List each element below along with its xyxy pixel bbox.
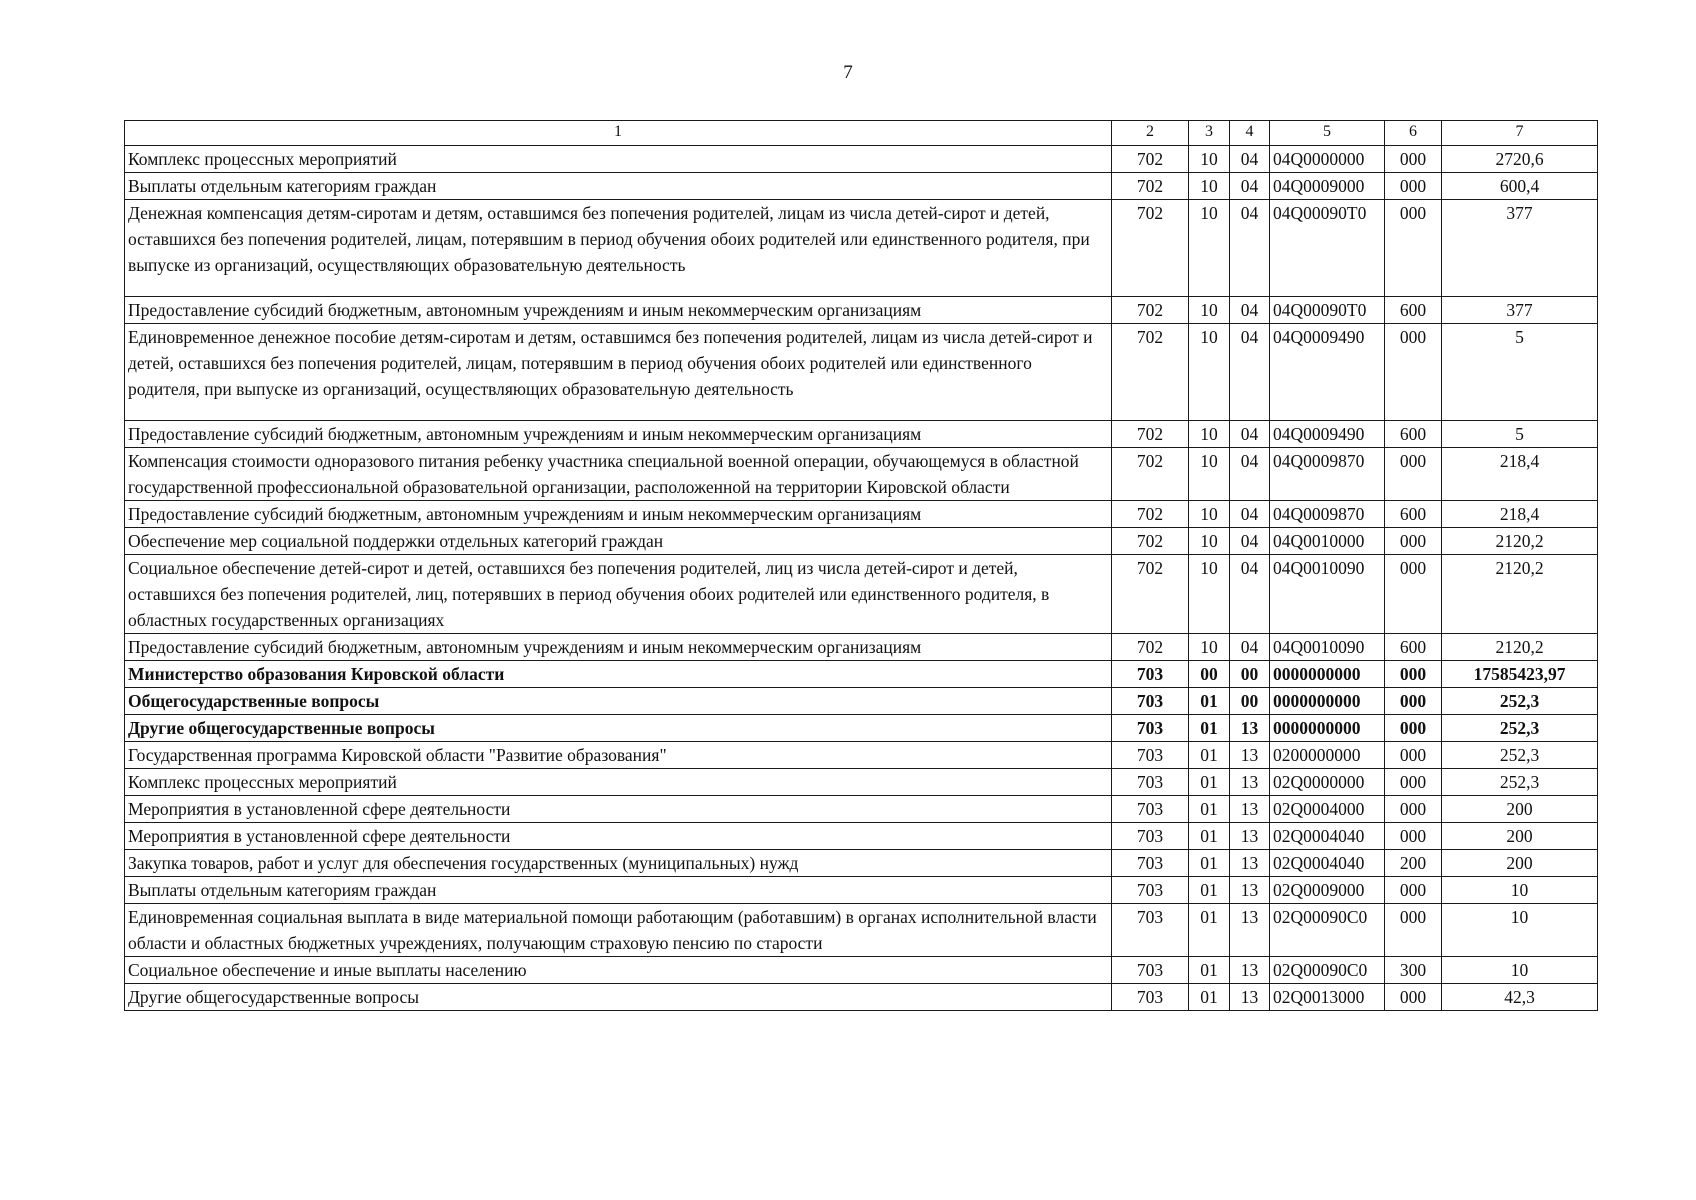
cell-expense-type: 000 (1385, 661, 1442, 688)
cell-subsection: 04 (1230, 324, 1270, 421)
cell-section: 01 (1189, 850, 1230, 877)
cell-subsection: 13 (1230, 796, 1270, 823)
cell-target-article: 04Q0009870 (1270, 501, 1385, 528)
cell-target-article: 04Q0009000 (1270, 173, 1385, 200)
cell-ministry-code: 702 (1112, 448, 1189, 501)
cell-ministry-code: 702 (1112, 501, 1189, 528)
header-col-4: 4 (1230, 121, 1270, 146)
table-row (125, 555, 1598, 634)
cell-ministry-code: 703 (1112, 742, 1189, 769)
cell-expense-type: 600 (1385, 634, 1442, 661)
cell-amount: 17585423,97 (1442, 661, 1598, 688)
cell-name: Другие общегосударственные вопросы (125, 715, 1112, 742)
cell-name: Предоставление субсидий бюджетным, автономным учреждениям и иным некоммерческим организациям (125, 297, 1112, 324)
cell-target-article: 04Q0010090 (1270, 555, 1385, 634)
header-row (125, 121, 1598, 146)
table-row (125, 661, 1598, 688)
cell-ministry-code: 703 (1112, 877, 1189, 904)
cell-target-article: 04Q0010090 (1270, 634, 1385, 661)
cell-subsection: 04 (1230, 421, 1270, 448)
cell-subsection: 04 (1230, 146, 1270, 173)
cell-section: 10 (1189, 173, 1230, 200)
table-row (125, 501, 1598, 528)
cell-section: 01 (1189, 984, 1230, 1011)
table-row (125, 742, 1598, 769)
cell-name: Обеспечение мер социальной поддержки отдельных категорий граждан (125, 528, 1112, 555)
cell-subsection: 04 (1230, 501, 1270, 528)
cell-amount: 2120,2 (1442, 555, 1598, 634)
cell-section: 10 (1189, 448, 1230, 501)
table-row (125, 715, 1598, 742)
cell-amount: 10 (1442, 957, 1598, 984)
cell-section: 10 (1189, 528, 1230, 555)
cell-section: 01 (1189, 715, 1230, 742)
cell-name: Выплаты отдельным категориям граждан (125, 877, 1112, 904)
cell-amount: 42,3 (1442, 984, 1598, 1011)
cell-target-article: 04Q00090T0 (1270, 297, 1385, 324)
cell-ministry-code: 702 (1112, 324, 1189, 421)
table-row (125, 324, 1598, 421)
header-col-6: 6 (1385, 121, 1442, 146)
cell-ministry-code: 703 (1112, 715, 1189, 742)
cell-amount: 252,3 (1442, 769, 1598, 796)
table-row (125, 173, 1598, 200)
cell-target-article: 04Q0010000 (1270, 528, 1385, 555)
cell-target-article: 0000000000 (1270, 688, 1385, 715)
cell-name: Министерство образования Кировской области (125, 661, 1112, 688)
cell-target-article: 04Q00090T0 (1270, 200, 1385, 297)
cell-ministry-code: 702 (1112, 200, 1189, 297)
cell-name: Социальное обеспечение детей-сирот и детей, оставшихся без попечения родителей, лиц из числа детей-сирот и детей, оставшихся без попечения родителей, лиц, потерявших в период обучения обоих родителей или единственного родителя, в областных государственных организациях (125, 555, 1112, 634)
cell-section: 10 (1189, 297, 1230, 324)
cell-target-article: 04Q0000000 (1270, 146, 1385, 173)
cell-subsection: 13 (1230, 742, 1270, 769)
cell-amount: 218,4 (1442, 448, 1598, 501)
cell-expense-type: 000 (1385, 877, 1442, 904)
cell-name: Комплекс процессных мероприятий (125, 146, 1112, 173)
cell-ministry-code: 702 (1112, 555, 1189, 634)
cell-section: 01 (1189, 904, 1230, 957)
cell-expense-type: 000 (1385, 448, 1442, 501)
cell-subsection: 13 (1230, 984, 1270, 1011)
table-row (125, 297, 1598, 324)
cell-subsection: 13 (1230, 957, 1270, 984)
cell-amount: 200 (1442, 796, 1598, 823)
table-row (125, 957, 1598, 984)
cell-target-article: 02Q0004000 (1270, 796, 1385, 823)
cell-subsection: 04 (1230, 634, 1270, 661)
cell-amount: 10 (1442, 904, 1598, 957)
cell-target-article: 0000000000 (1270, 715, 1385, 742)
table-row (125, 634, 1598, 661)
header-col-7: 7 (1442, 121, 1598, 146)
cell-expense-type: 600 (1385, 501, 1442, 528)
cell-name: Компенсация стоимости одноразового питания ребенку участника специальной военной операции, обучающемуся в областной государственной профессиональной образовательной организации, расположенной на территории Кировской области (125, 448, 1112, 501)
cell-name: Денежная компенсация детям-сиротам и детям, оставшимся без попечения родителей, лицам из числа детей-сирот и детей, оставшихся без попечения родителей, лицам, потерявшим в период обучения обоих родителей или единственного родителя, при выпуске из организаций, осуществляющих образовательную деятельность (125, 200, 1112, 297)
cell-ministry-code: 703 (1112, 850, 1189, 877)
cell-section: 10 (1189, 200, 1230, 297)
cell-expense-type: 000 (1385, 769, 1442, 796)
cell-ministry-code: 703 (1112, 957, 1189, 984)
cell-name: Другие общегосударственные вопросы (125, 984, 1112, 1011)
cell-name: Единовременная социальная выплата в виде материальной помощи работающим (работавшим) в органах исполнительной власти области и областных бюджетных учреждениях, получающим страховую пенсию по старости (125, 904, 1112, 957)
cell-section: 01 (1189, 769, 1230, 796)
cell-target-article: 04Q0009870 (1270, 448, 1385, 501)
table-row (125, 984, 1598, 1011)
cell-name: Общегосударственные вопросы (125, 688, 1112, 715)
header-col-5: 5 (1270, 121, 1385, 146)
table-row (125, 769, 1598, 796)
cell-name: Мероприятия в установленной сфере деятельности (125, 823, 1112, 850)
cell-ministry-code: 703 (1112, 823, 1189, 850)
table-row (125, 688, 1598, 715)
cell-target-article: 02Q0009000 (1270, 877, 1385, 904)
cell-name: Закупка товаров, работ и услуг для обеспечения государственных (муниципальных) нужд (125, 850, 1112, 877)
cell-name: Предоставление субсидий бюджетным, автономным учреждениям и иным некоммерческим организациям (125, 421, 1112, 448)
cell-subsection: 04 (1230, 448, 1270, 501)
cell-subsection: 13 (1230, 715, 1270, 742)
cell-ministry-code: 702 (1112, 173, 1189, 200)
cell-expense-type: 000 (1385, 555, 1442, 634)
cell-subsection: 04 (1230, 173, 1270, 200)
cell-expense-type: 000 (1385, 823, 1442, 850)
cell-section: 10 (1189, 146, 1230, 173)
cell-amount: 218,4 (1442, 501, 1598, 528)
cell-section: 00 (1189, 661, 1230, 688)
cell-section: 10 (1189, 421, 1230, 448)
cell-section: 01 (1189, 877, 1230, 904)
cell-amount: 2120,2 (1442, 634, 1598, 661)
cell-target-article: 0000000000 (1270, 661, 1385, 688)
cell-ministry-code: 702 (1112, 528, 1189, 555)
cell-amount: 377 (1442, 200, 1598, 297)
cell-subsection: 13 (1230, 823, 1270, 850)
cell-subsection: 13 (1230, 877, 1270, 904)
cell-amount: 252,3 (1442, 688, 1598, 715)
table-body (125, 146, 1598, 1011)
cell-section: 10 (1189, 324, 1230, 421)
cell-name: Предоставление субсидий бюджетным, автономным учреждениям и иным некоммерческим организациям (125, 501, 1112, 528)
cell-ministry-code: 702 (1112, 634, 1189, 661)
cell-expense-type: 000 (1385, 200, 1442, 297)
header-col-1: 1 (125, 121, 1112, 146)
table-row (125, 528, 1598, 555)
cell-section: 01 (1189, 688, 1230, 715)
cell-amount: 2120,2 (1442, 528, 1598, 555)
cell-amount: 377 (1442, 297, 1598, 324)
cell-amount: 5 (1442, 324, 1598, 421)
cell-section: 10 (1189, 555, 1230, 634)
cell-ministry-code: 703 (1112, 688, 1189, 715)
cell-expense-type: 000 (1385, 984, 1442, 1011)
cell-subsection: 04 (1230, 200, 1270, 297)
cell-ministry-code: 702 (1112, 146, 1189, 173)
cell-expense-type: 600 (1385, 297, 1442, 324)
cell-expense-type: 000 (1385, 146, 1442, 173)
cell-subsection: 04 (1230, 555, 1270, 634)
cell-amount: 600,4 (1442, 173, 1598, 200)
cell-expense-type: 000 (1385, 742, 1442, 769)
cell-amount: 200 (1442, 850, 1598, 877)
table-row (125, 796, 1598, 823)
cell-target-article: 02Q00090C0 (1270, 904, 1385, 957)
cell-ministry-code: 703 (1112, 796, 1189, 823)
cell-section: 01 (1189, 742, 1230, 769)
cell-name: Мероприятия в установленной сфере деятельности (125, 796, 1112, 823)
cell-subsection: 13 (1230, 850, 1270, 877)
cell-target-article: 02Q0004040 (1270, 823, 1385, 850)
cell-amount: 252,3 (1442, 742, 1598, 769)
cell-section: 01 (1189, 823, 1230, 850)
cell-name: Предоставление субсидий бюджетным, автономным учреждениям и иным некоммерческим организациям (125, 634, 1112, 661)
table-row (125, 421, 1598, 448)
cell-name: Комплекс процессных мероприятий (125, 769, 1112, 796)
cell-subsection: 04 (1230, 297, 1270, 324)
cell-expense-type: 000 (1385, 688, 1442, 715)
cell-amount: 2720,6 (1442, 146, 1598, 173)
table-row (125, 823, 1598, 850)
cell-subsection: 13 (1230, 904, 1270, 957)
cell-amount: 200 (1442, 823, 1598, 850)
cell-section: 10 (1189, 634, 1230, 661)
cell-target-article: 02Q0004040 (1270, 850, 1385, 877)
table-row (125, 146, 1598, 173)
cell-expense-type: 200 (1385, 850, 1442, 877)
cell-ministry-code: 703 (1112, 984, 1189, 1011)
cell-expense-type: 300 (1385, 957, 1442, 984)
page-number: 7 (843, 62, 853, 83)
cell-name: Государственная программа Кировской области "Развитие образования" (125, 742, 1112, 769)
cell-subsection: 13 (1230, 769, 1270, 796)
table-row (125, 200, 1598, 297)
cell-target-article: 0200000000 (1270, 742, 1385, 769)
table-row (125, 448, 1598, 501)
cell-name: Социальное обеспечение и иные выплаты населению (125, 957, 1112, 984)
cell-name: Выплаты отдельным категориям граждан (125, 173, 1112, 200)
cell-expense-type: 000 (1385, 715, 1442, 742)
cell-ministry-code: 703 (1112, 904, 1189, 957)
cell-section: 10 (1189, 501, 1230, 528)
cell-expense-type: 000 (1385, 173, 1442, 200)
cell-expense-type: 000 (1385, 904, 1442, 957)
cell-expense-type: 600 (1385, 421, 1442, 448)
cell-expense-type: 000 (1385, 528, 1442, 555)
cell-subsection: 00 (1230, 661, 1270, 688)
cell-amount: 10 (1442, 877, 1598, 904)
cell-amount: 5 (1442, 421, 1598, 448)
cell-expense-type: 000 (1385, 324, 1442, 421)
cell-section: 01 (1189, 796, 1230, 823)
cell-expense-type: 000 (1385, 796, 1442, 823)
cell-target-article: 02Q0000000 (1270, 769, 1385, 796)
cell-ministry-code: 702 (1112, 297, 1189, 324)
cell-target-article: 04Q0009490 (1270, 421, 1385, 448)
table-row (125, 877, 1598, 904)
cell-ministry-code: 703 (1112, 769, 1189, 796)
cell-ministry-code: 703 (1112, 661, 1189, 688)
cell-subsection: 00 (1230, 688, 1270, 715)
cell-target-article: 02Q0013000 (1270, 984, 1385, 1011)
cell-amount: 252,3 (1442, 715, 1598, 742)
cell-target-article: 04Q0009490 (1270, 324, 1385, 421)
cell-section: 01 (1189, 957, 1230, 984)
header-col-2: 2 (1112, 121, 1189, 146)
cell-target-article: 02Q00090C0 (1270, 957, 1385, 984)
cell-subsection: 04 (1230, 528, 1270, 555)
header-col-3: 3 (1189, 121, 1230, 146)
cell-ministry-code: 702 (1112, 421, 1189, 448)
table-row (125, 904, 1598, 957)
table-row (125, 850, 1598, 877)
budget-table (124, 120, 1598, 1011)
cell-name: Единовременное денежное пособие детям-сиротам и детям, оставшимся без попечения родителей, лицам из числа детей-сирот и детей, оставшихся без попечения родителей, лицам, потерявшим в период обучения обоих родителей или единственного родителя, при выпуске из организаций, осуществляющих образовательную деятельность (125, 324, 1112, 421)
